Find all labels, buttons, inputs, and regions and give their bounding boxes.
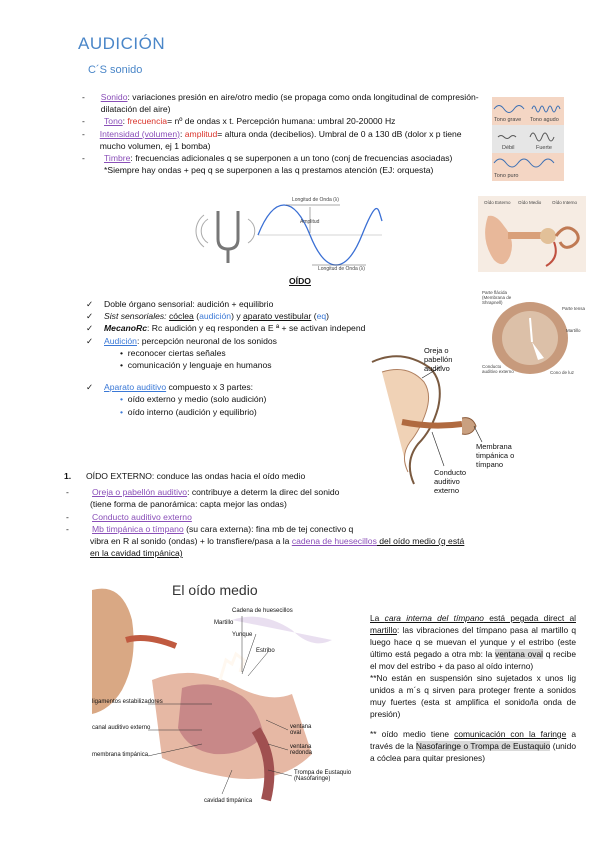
list-item: - Timbre: frecuencias adicionales q se superponen a un tono (conj de frecuencias asociadas) <box>82 153 453 164</box>
key-frecuencia: frecuencia <box>127 116 168 127</box>
ear-sections-image: Oído Externo Oído Medio Oído Interno <box>478 196 586 272</box>
list-item: • comunicación y lenguaje en humanos <box>120 360 272 371</box>
ear-anatomy-icon <box>478 196 586 272</box>
oido-checklist <box>86 298 386 418</box>
sound-list <box>82 91 482 176</box>
section-heading: 1. OÍDO EXTERNO: conduce las ondas hacia el oído medio <box>64 471 306 481</box>
list-item: - Sonido: variaciones presión en aire/otro medio (se propaga como onda longitudinal de compresión-dilatación del aire) <box>82 92 479 115</box>
list-item: ✓ Aparato auditivo compuesto x 3 partes: <box>86 382 254 393</box>
tone-pure-image: Tono puro <box>492 153 564 181</box>
tone-volume-image: Débil Fuerte <box>492 125 564 153</box>
list-item: ✓ Doble órgano sensorial: audición + equilibrio <box>86 299 274 309</box>
section-subtitle: C´S sonido <box>88 64 143 76</box>
sublist <box>86 393 386 417</box>
list-item: ✓ Sist sensoriales: cóclea (audición) y aparato vestibular (eq) <box>86 311 330 322</box>
sound-note: *Siempre hay ondas + peq q se superponen a las q prestamos atención (EJ: orquesta) <box>104 165 434 176</box>
list-item: vibra en R al sonido (ondas) + lo transfiere/pasa a la cadena de huesecillos del oído medio (q está <box>90 536 465 547</box>
term-sonido: Sonido <box>100 92 128 102</box>
middle-ear-text <box>370 612 576 764</box>
list-item: • oído interno (audición y equilibrio) <box>120 406 257 417</box>
key-amplitud: amplitud <box>184 128 218 139</box>
middle-ear-figure: El oído medio Cadena de huesecillos Martillo Yunque Estribo ligamentos estabilizadores canal auditivo externo membrana timpánica ventana oval ventana redonda Trompa de Eustaquio (Nasofaringe) cavidad timpánica <box>92 580 354 812</box>
list-item: - Tono: frecuencia= nº de ondas x t. Percepción humana: umbral 20-20000 Hz <box>82 116 396 127</box>
paragraph: La cara interna del tímpano está pegada direct al martillo: las vibraciones del tímpano pasa al martillo q luego hace q se muevan el yunque y el estribo (este último está pegado a otra mb: la ventana oval q recibe el mov del estribo + da paso al oído interno) <box>370 613 576 671</box>
tuning-fork-wave-diagram <box>200 197 390 273</box>
term-tono: Tono <box>104 116 123 127</box>
page-title: AUDICIÓN <box>78 34 166 53</box>
term-intensidad: Intensidad (volumen) <box>99 128 180 139</box>
paragraph: ** oído medio tiene comunicación con la faringe a través de la Nasofaringe o Trompa de Eustaquio (unido a cóclea para quitar presiones) <box>370 729 576 763</box>
term-timbre: Timbre <box>104 153 131 164</box>
outer-ear-image: Oreja o pabellón auditivo Membrana timpánica o tímpano Conducto auditivo externo <box>362 342 502 502</box>
list-item: en la cavidad timpánica) <box>90 548 183 559</box>
wave-figure: Longitud de Onda (λ) Amplitud Longitud de Onda (λ) <box>200 197 390 273</box>
list-item: ✓ MecanoRc: Rc audición y eq responden a E ª + se activan independ <box>86 323 366 334</box>
tuning-fork-icon <box>196 211 255 263</box>
eardrum-image: Parte flácida (Membrana de Shrapnell) Parte tensa Martillo Conducto auditivo externo Cono de luz <box>480 290 586 380</box>
externo-section <box>64 470 500 559</box>
oido-heading: OÍDO <box>289 276 311 286</box>
list-item: - Conducto auditivo externo <box>66 511 192 522</box>
list-item: • oído externo y medio (solo audición) <box>120 394 267 405</box>
tone-pitch-image: Tono grave Tono agudo <box>492 97 564 125</box>
list-item: - Oreja o pabellón auditivo: contribuye a determ la direc del sonido <box>66 487 340 498</box>
list-item: - Mb timpánica o tímpano (su cara externa): fina mb de tej conectivo q <box>66 523 354 534</box>
paragraph: **No están en suspensión sino sujetados x unos lig unidos a m´s q sirven para proteger frente a sonidos muy fuertes (esta st amplifica el sonido/la onda de presión) <box>370 673 576 719</box>
sublist <box>86 347 386 371</box>
list-item: (tiene forma de panorámica: capta mejor las ondas) <box>90 499 287 510</box>
figure-title: El oído medio <box>172 582 258 598</box>
list-item: ✓ Audición: percepción neuronal de los sonidos <box>86 335 277 346</box>
list-item: • reconocer ciertas señales <box>120 347 226 358</box>
list-item: - Intensidad (volumen): amplitud= altura onda (decibelios). Umbral de 0 a 130 dB (dolor x p tiene mucho volumen, ej 1 bomba) <box>82 128 462 151</box>
